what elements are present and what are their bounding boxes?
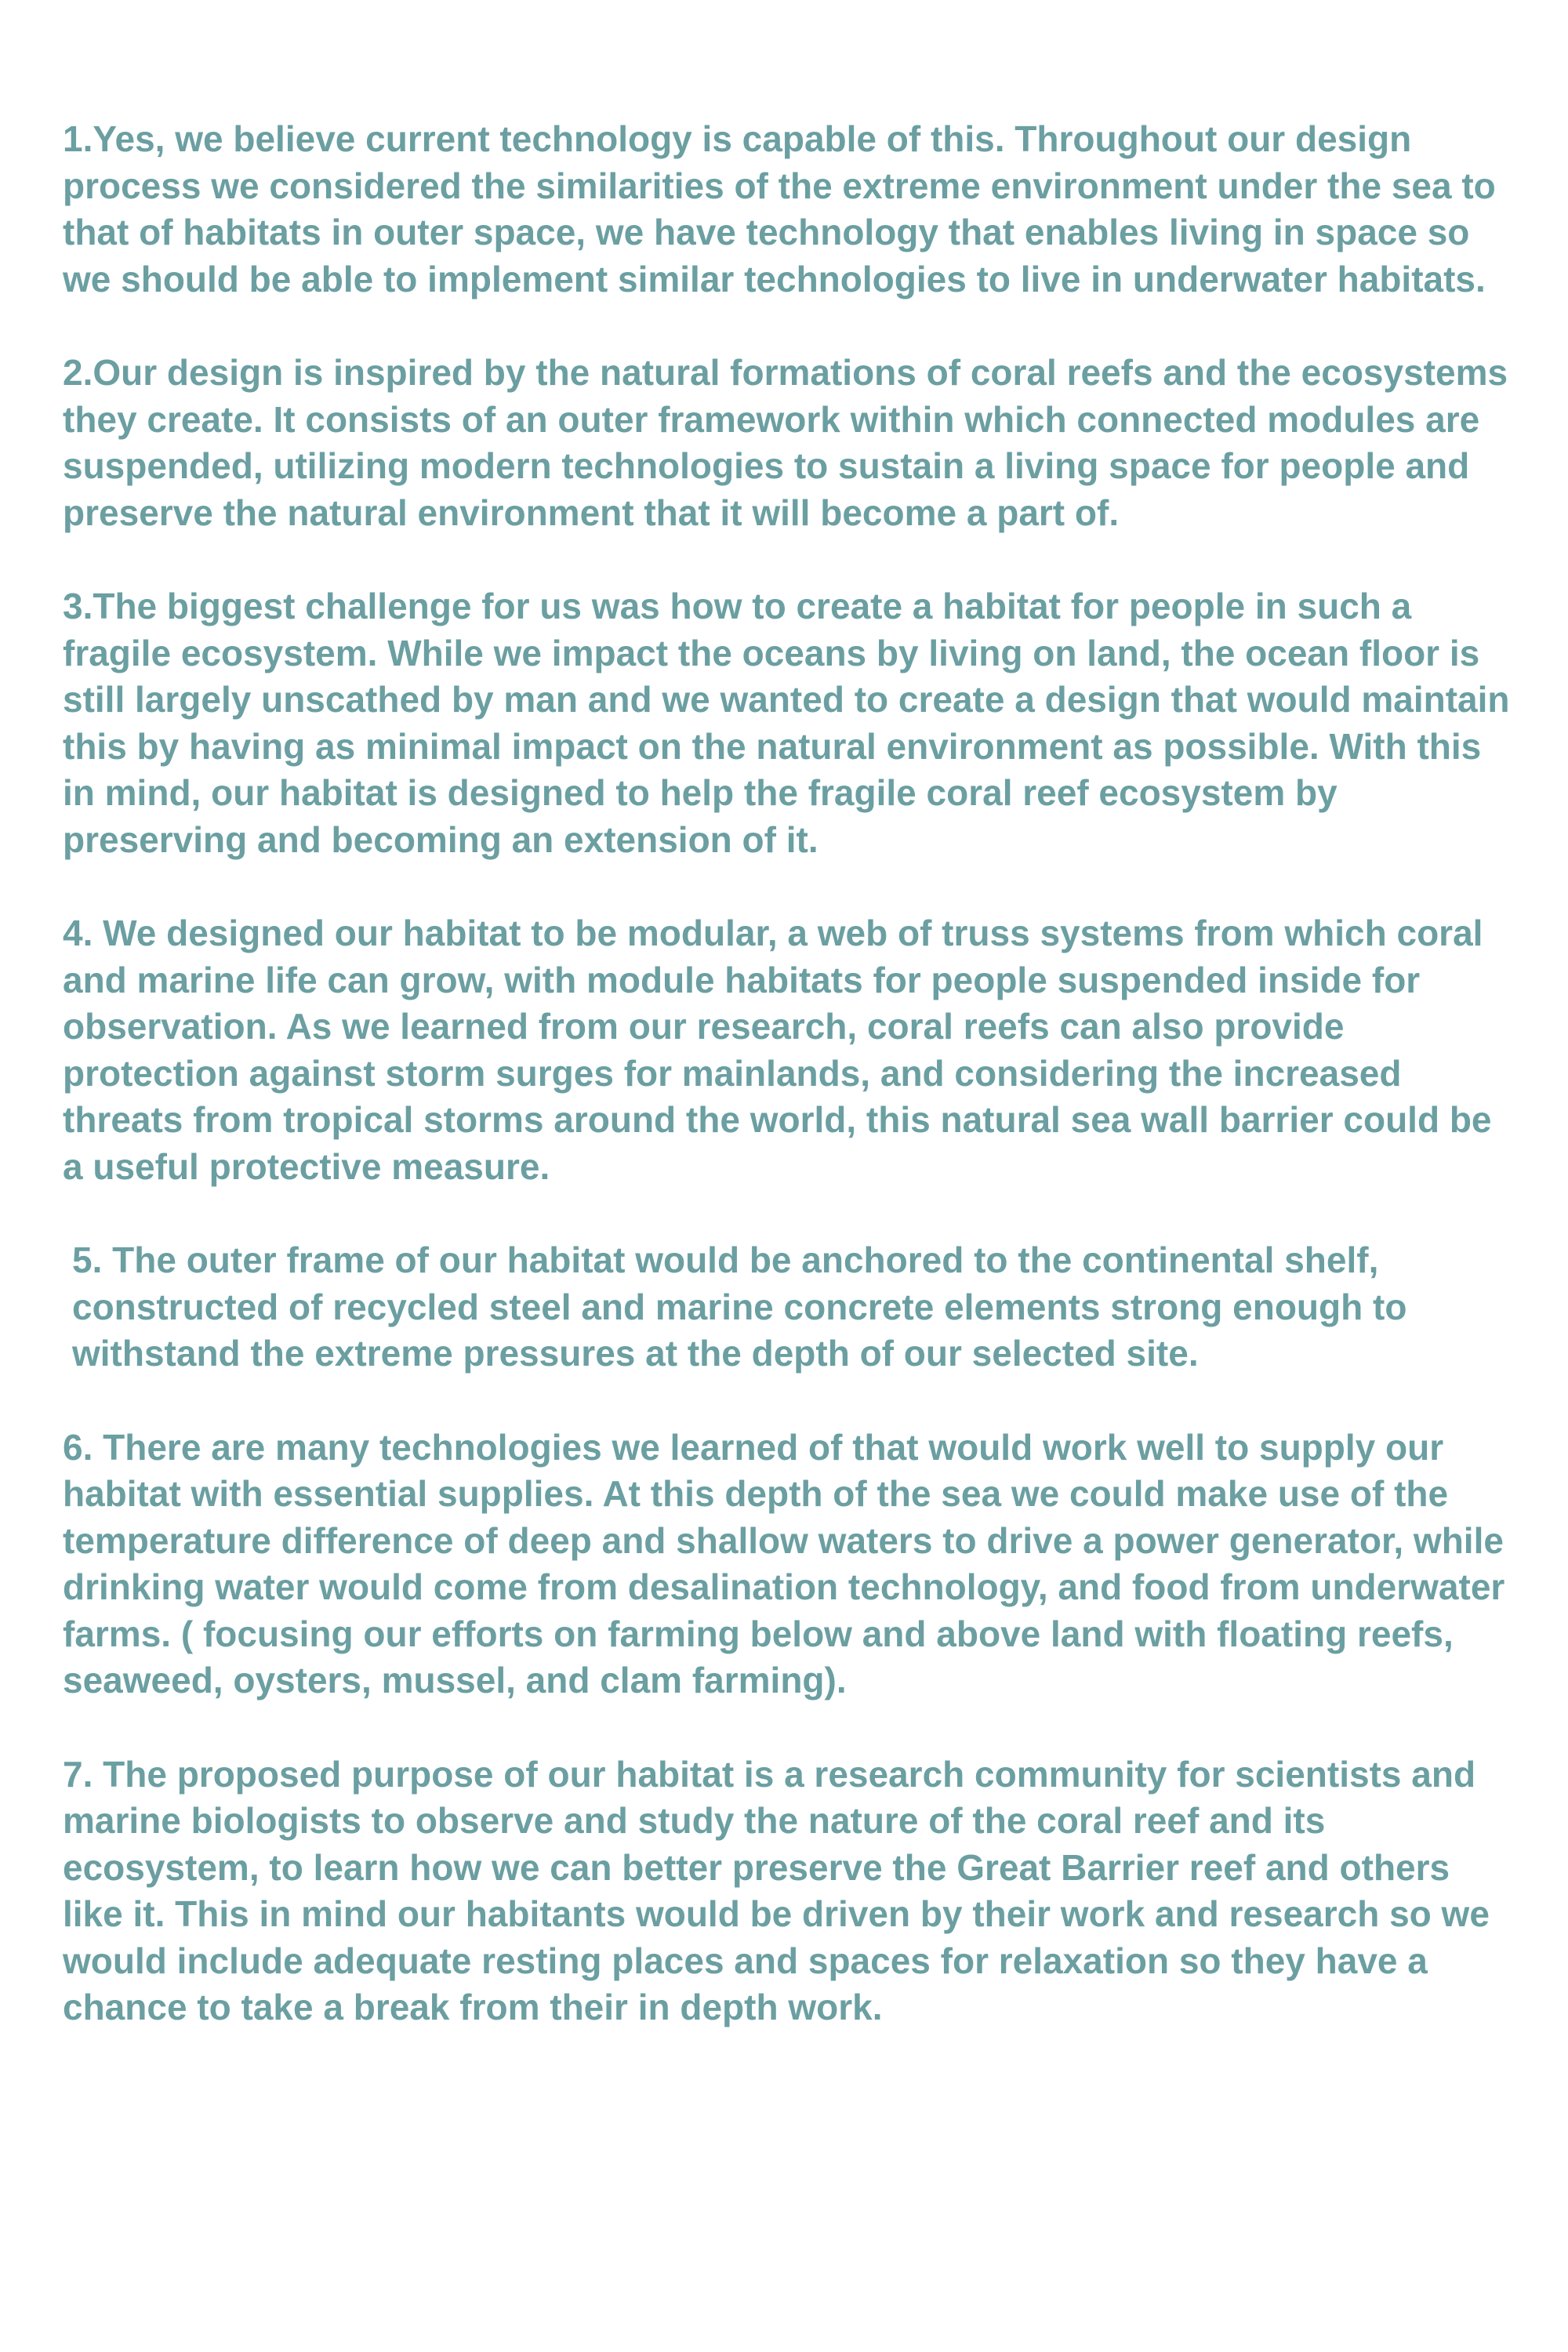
answer-paragraph-5: 5. The outer frame of our habitat would be anchored to the continental shelf, constructed of recycled steel and marine concrete elements strong enough to withstand the extreme pressures at the depth of our selected site. [72,1240,1407,1374]
answer-paragraph-6: 6. There are many technologies we learned of that would work well to supply our habitat with essential supplies. At this depth of the sea we could make use of the temperature difference of deep and shallow waters to drive a power generator, while drinking water would come from desalination technology, and food from underwater farms. ( focusing our efforts on farming below and above land with floating reefs, seaweed, oysters, mussel, and clam farming). [63,1426,1505,1700]
answer-paragraph-3: 3.The biggest challenge for us was how to create a habitat for people in such a fragile ecosystem. While we impact the oceans by living on land, the ocean floor is still largely unscathed by man and we wanted to create a design that would maintain this by having as minimal impact on the natural environment as possible. With this in mind, our habitat is designed to help the fragile coral reef ecosystem by preserving and becoming an extension of it. [63,586,1510,860]
document-body [63,116,1513,2078]
answer-paragraph-1: 1.Yes, we believe current technology is capable of this. Throughout our design process we considered the similarities of the extreme environment under the sea to that of habitats in outer space, we have technology that enables living in space so we should be able to implement similar technologies to live in underwater habitats. [63,118,1496,299]
answer-paragraph-2: 2.Our design is inspired by the natural formations of coral reefs and the ecosystems they create. It consists of an outer framework within which connected modules are suspended, utilizing modern technologies to sustain a living space for people and preserve the natural environment that it will become a part of. [63,352,1508,533]
answer-paragraph-4: 4. We designed our habitat to be modular, a web of truss systems from which coral and marine life can grow, with module habitats for people suspended inside for observation. As we learned from our research, coral reefs can also provide protection against storm surges for mainlands, and considering the increased threats from tropical storms around the world, this natural sea wall barrier could be a useful protective measure. [63,913,1492,1187]
answer-paragraph-7: 7. The proposed purpose of our habitat is a research community for scientists and marine biologists to observe and study the nature of the coral reef and its ecosystem, to learn how we can better preserve the Great Barrier reef and others like it. This in mind our habitants would be driven by their work and research so we would include adequate resting places and spaces for relaxation so they have a chance to take a break from their in depth work. [63,1753,1490,2027]
